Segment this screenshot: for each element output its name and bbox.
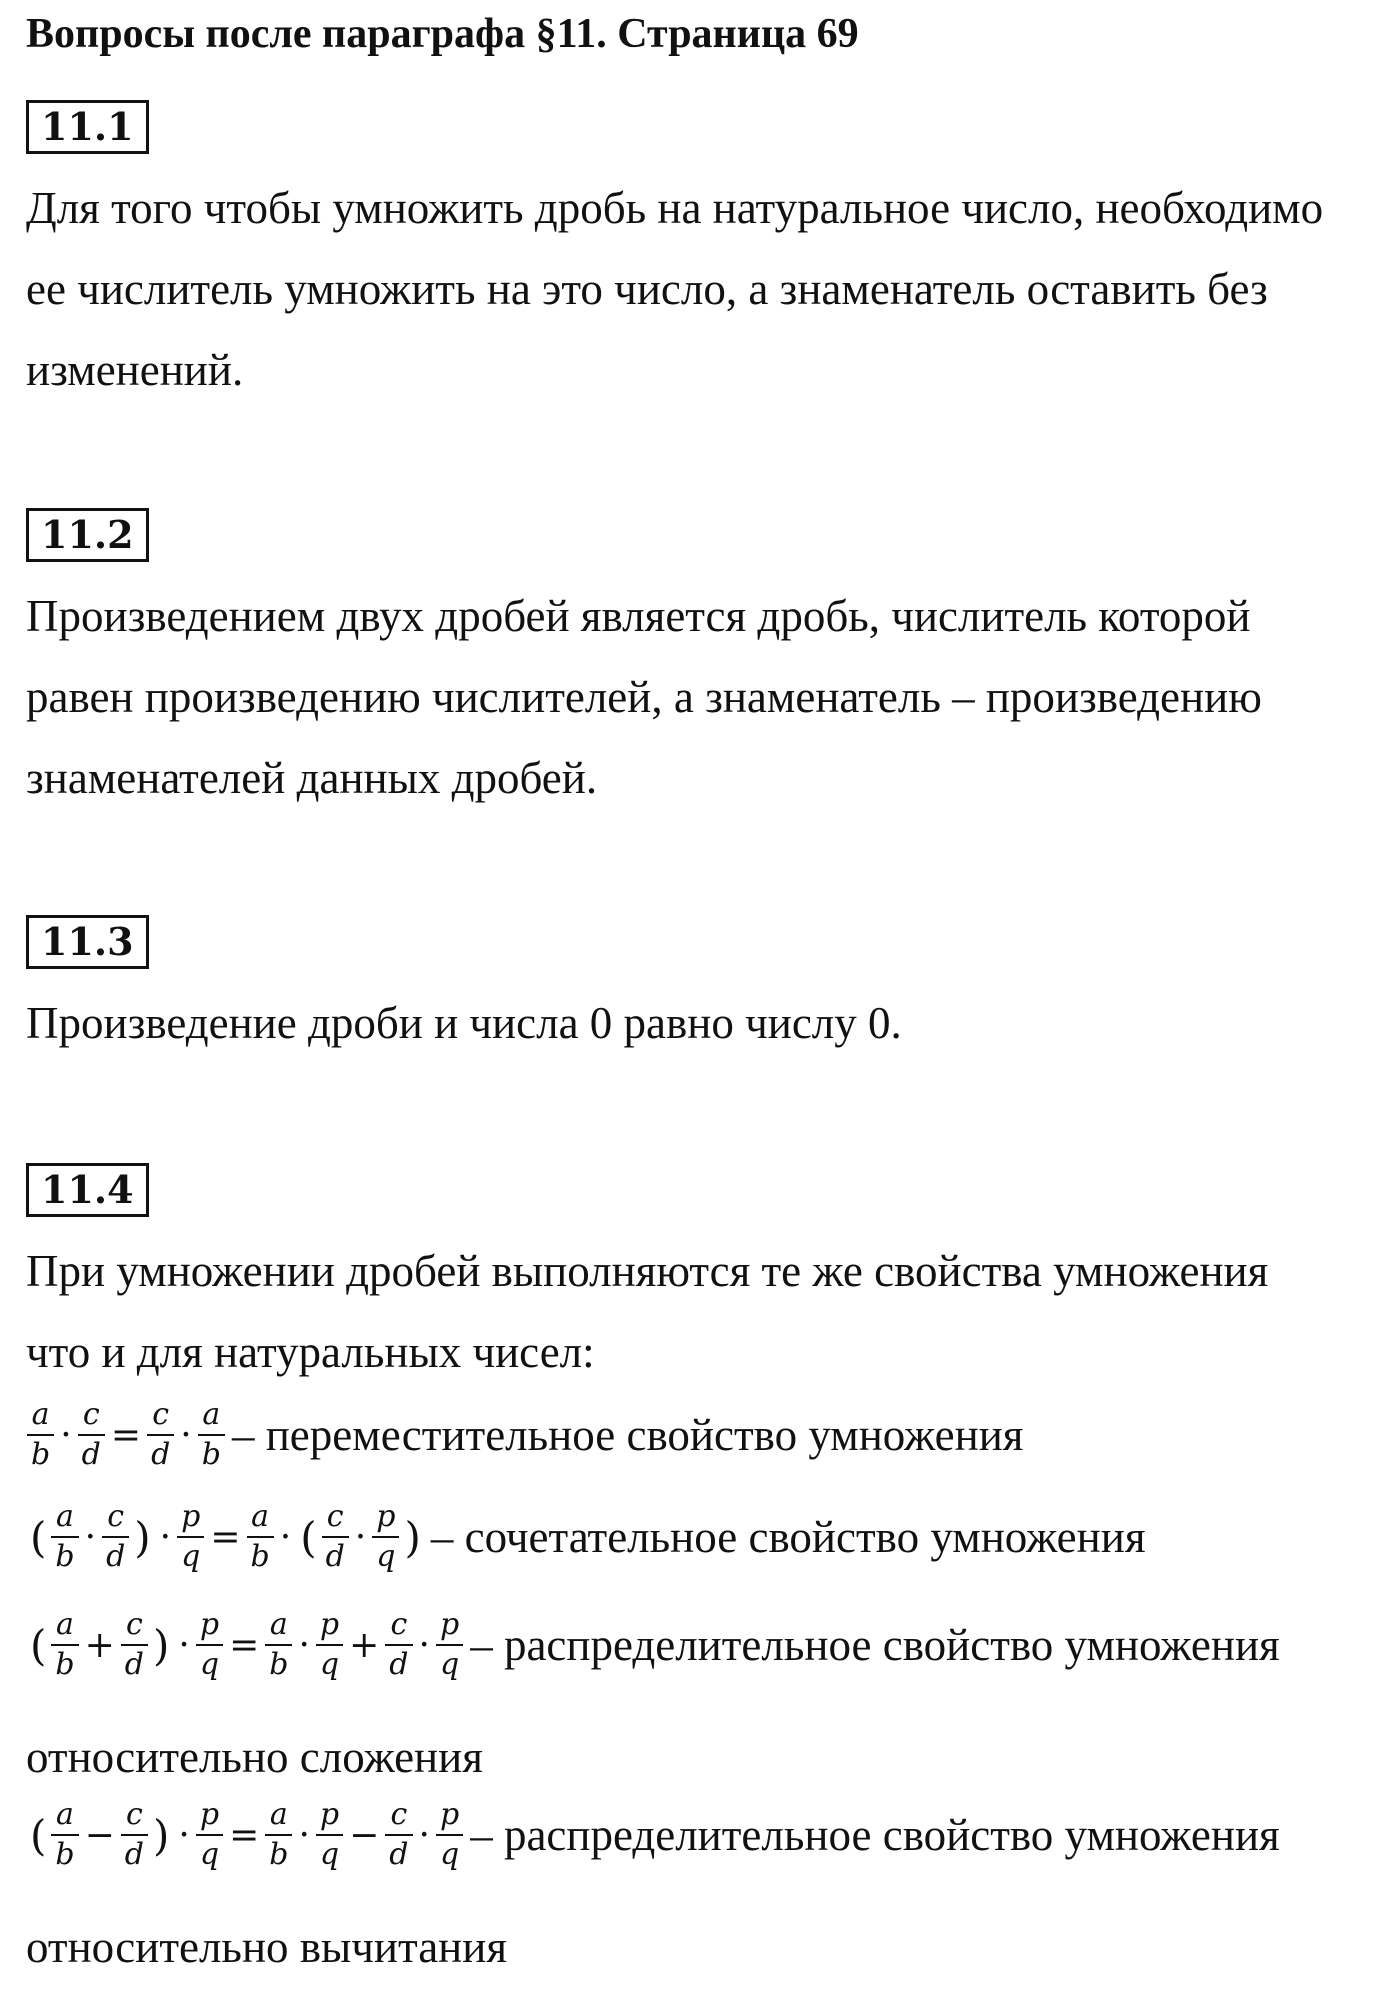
fraction: $\frac{c}{d}$ (387, 1610, 410, 1680)
text-line: что и для натуральных чисел: (26, 1327, 595, 1377)
fraction: $\frac{a}{b}$ (249, 1502, 272, 1572)
formula-description: – сочетательное свойство умножения (430, 1512, 1146, 1562)
fraction: $\frac{c}{d}$ (387, 1800, 410, 1870)
fraction: $\frac{a}{b}$ (53, 1502, 76, 1572)
fraction: $\frac{p}{q}$ (198, 1800, 221, 1870)
question-number-badge: 11.2 (26, 508, 149, 562)
fraction: $\frac{p}{q}$ (438, 1610, 461, 1680)
fraction: $\frac{c}{d}$ (123, 1610, 146, 1680)
fraction: $\frac{p}{q}$ (318, 1610, 341, 1680)
text-line: Произведением двух дробей является дробь, числитель которой (26, 591, 1251, 641)
fraction: $\frac{p}{q}$ (198, 1610, 221, 1680)
multiply-sign: · (180, 1414, 192, 1456)
text-line: Произведение дроби и числа 0 равно числу 0. (26, 998, 902, 1048)
fraction: $\frac{p}{q}$ (438, 1800, 461, 1870)
fraction: $\frac{a}{b}$ (29, 1400, 52, 1470)
formula-description: – распределительное свойство умножения (470, 1810, 1280, 1860)
formula-commutative (26, 1397, 1024, 1472)
multiply-sign: · (60, 1414, 72, 1456)
fraction: $\frac{p}{q}$ (318, 1800, 341, 1870)
fraction: $\frac{a}{b}$ (53, 1610, 76, 1680)
formula-description-continuation: относительно сложения (26, 1732, 483, 1782)
fraction: $\frac{c}{d}$ (324, 1502, 347, 1572)
answer-text (26, 1231, 1386, 1393)
fraction: $\frac{a}{b}$ (200, 1400, 223, 1470)
formula-description-continuation: относительно вычитания (26, 1922, 508, 1972)
fraction: $\frac{c}{d}$ (104, 1502, 127, 1572)
text-line: изменений. (26, 345, 244, 395)
fraction: $\frac{a}{b}$ (267, 1800, 290, 1870)
question-number-badge: 11.1 (26, 100, 149, 154)
text-line: равен произведению числителей, а знаменатель – произведению (26, 672, 1262, 722)
fraction: $\frac{p}{q}$ (179, 1502, 202, 1572)
fraction: $\frac{c}{d}$ (149, 1400, 172, 1470)
answer-text (26, 168, 1386, 411)
text-line: знаменателей данных дробей. (26, 753, 598, 803)
formula-distributive-subtraction: ( $\frac{a}{b}$ − $\frac{c}{d}$ ) · $\frac{p}{q}$ = $\frac{a}{b}$ · $\frac{p}{q}$ − $\frac{c}{d}$ · $\frac{p}{q}$ – распределительное свойство умножения (30, 1797, 1280, 1872)
question-number-badge: 11.3 (26, 915, 149, 969)
formula-distributive-addition: ( $\frac{a}{b}$ + $\frac{c}{d}$ ) · $\frac{p}{q}$ = $\frac{a}{b}$ · $\frac{p}{q}$ + $\frac{c}{d}$ · $\frac{p}{q}$ – распределительное свойство умножения (30, 1607, 1280, 1682)
equals-sign: = (110, 1414, 142, 1456)
page-title: Вопросы после параграфа §11. Страница 69 (26, 11, 859, 57)
fraction: $\frac{c}{d}$ (123, 1800, 146, 1870)
formula-description: – распределительное свойство умножения (470, 1620, 1280, 1670)
fraction: $\frac{a}{b}$ (53, 1800, 76, 1870)
formula-description: – переместительное свойство умножения (231, 1410, 1024, 1460)
answer-text (26, 983, 1386, 1064)
fraction: $\frac{c}{d}$ (80, 1400, 103, 1470)
formula-associative: ( $\frac{a}{b}$ · $\frac{c}{d}$ ) · $\frac{p}{q}$ = $\frac{a}{b}$ · ( $\frac{c}{d}$ · $\frac{p}{q}$ ) – сочетательное свойство умножения (30, 1499, 1146, 1574)
fraction: $\frac{a}{b}$ (267, 1610, 290, 1680)
question-number-badge: 11.4 (26, 1163, 149, 1217)
fraction: $\frac{p}{q}$ (374, 1502, 397, 1572)
text-line: ее числитель умножить на это число, а знаменатель оставить без (26, 264, 1268, 314)
text-line: При умножении дробей выполняются те же свойства умножения (26, 1246, 1269, 1296)
text-line: Для того чтобы умножить дробь на натуральное число, необходимо (26, 183, 1324, 233)
answer-text (26, 576, 1386, 819)
